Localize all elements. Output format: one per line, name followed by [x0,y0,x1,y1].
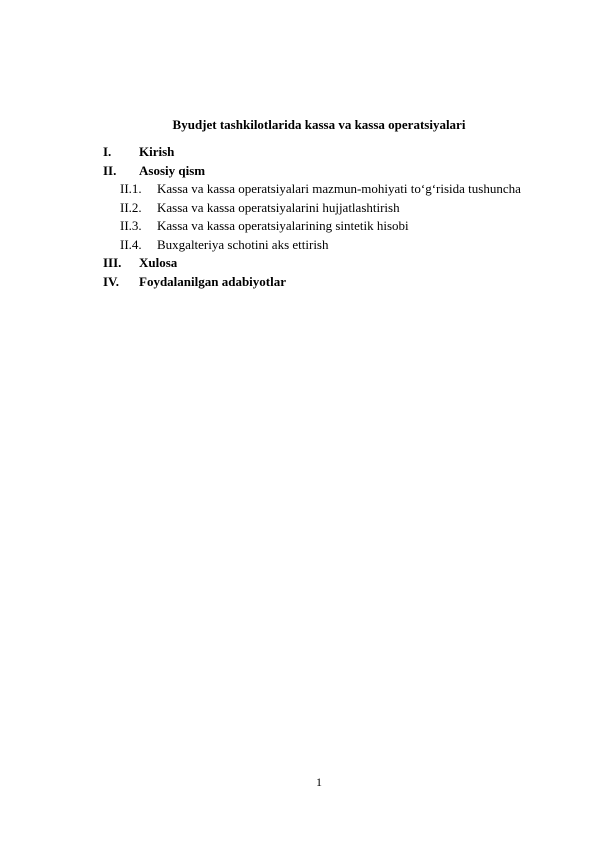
toc-item-xulosa [0,254,596,273]
toc-item-number: II. [103,162,117,178]
toc-item-label: Xulosa [139,255,178,270]
toc-item-asosiy-qism [0,162,596,181]
document-title: Byudjet tashkilotlarida kassa va kassa operatsiyalari [172,117,466,132]
toc-item-number: II.2. [120,199,142,215]
toc-item-number: II.3. [120,218,142,233]
toc-subitem-2-2 [0,199,596,218]
toc-item-number: I. [103,144,112,159]
toc-item-label: Kirish [139,144,175,159]
toc-subitem-2-4 [0,236,596,255]
toc-item-number: IV. [103,273,120,289]
toc-item-label: Kassa va kassa operatsiyalarini hujjatlashtirish [157,199,400,215]
toc-subitem-2-1 [0,180,596,199]
table-of-contents [0,143,596,291]
toc-item-kirish [0,143,596,162]
toc-item-label: Buxgalteriya schotini aks ettirish [157,236,329,252]
toc-item-label: Foydalanilgan adabiyotlar [139,273,286,289]
toc-item-label: Kassa va kassa operatsiyalarining sintetik hisobi [157,218,409,233]
toc-item-label: Kassa va kassa operatsiyalari mazmun-mohiyati to‘g‘risida tushuncha [157,181,521,196]
page-number: 1 [316,775,322,789]
toc-subitem-2-3 [0,217,596,236]
toc-item-label: Asosiy qism [139,162,206,178]
toc-item-number: III. [103,255,122,270]
toc-item-number: II.4. [120,236,142,252]
toc-item-number: II.1. [120,181,142,196]
toc-item-adabiyotlar [0,273,596,292]
